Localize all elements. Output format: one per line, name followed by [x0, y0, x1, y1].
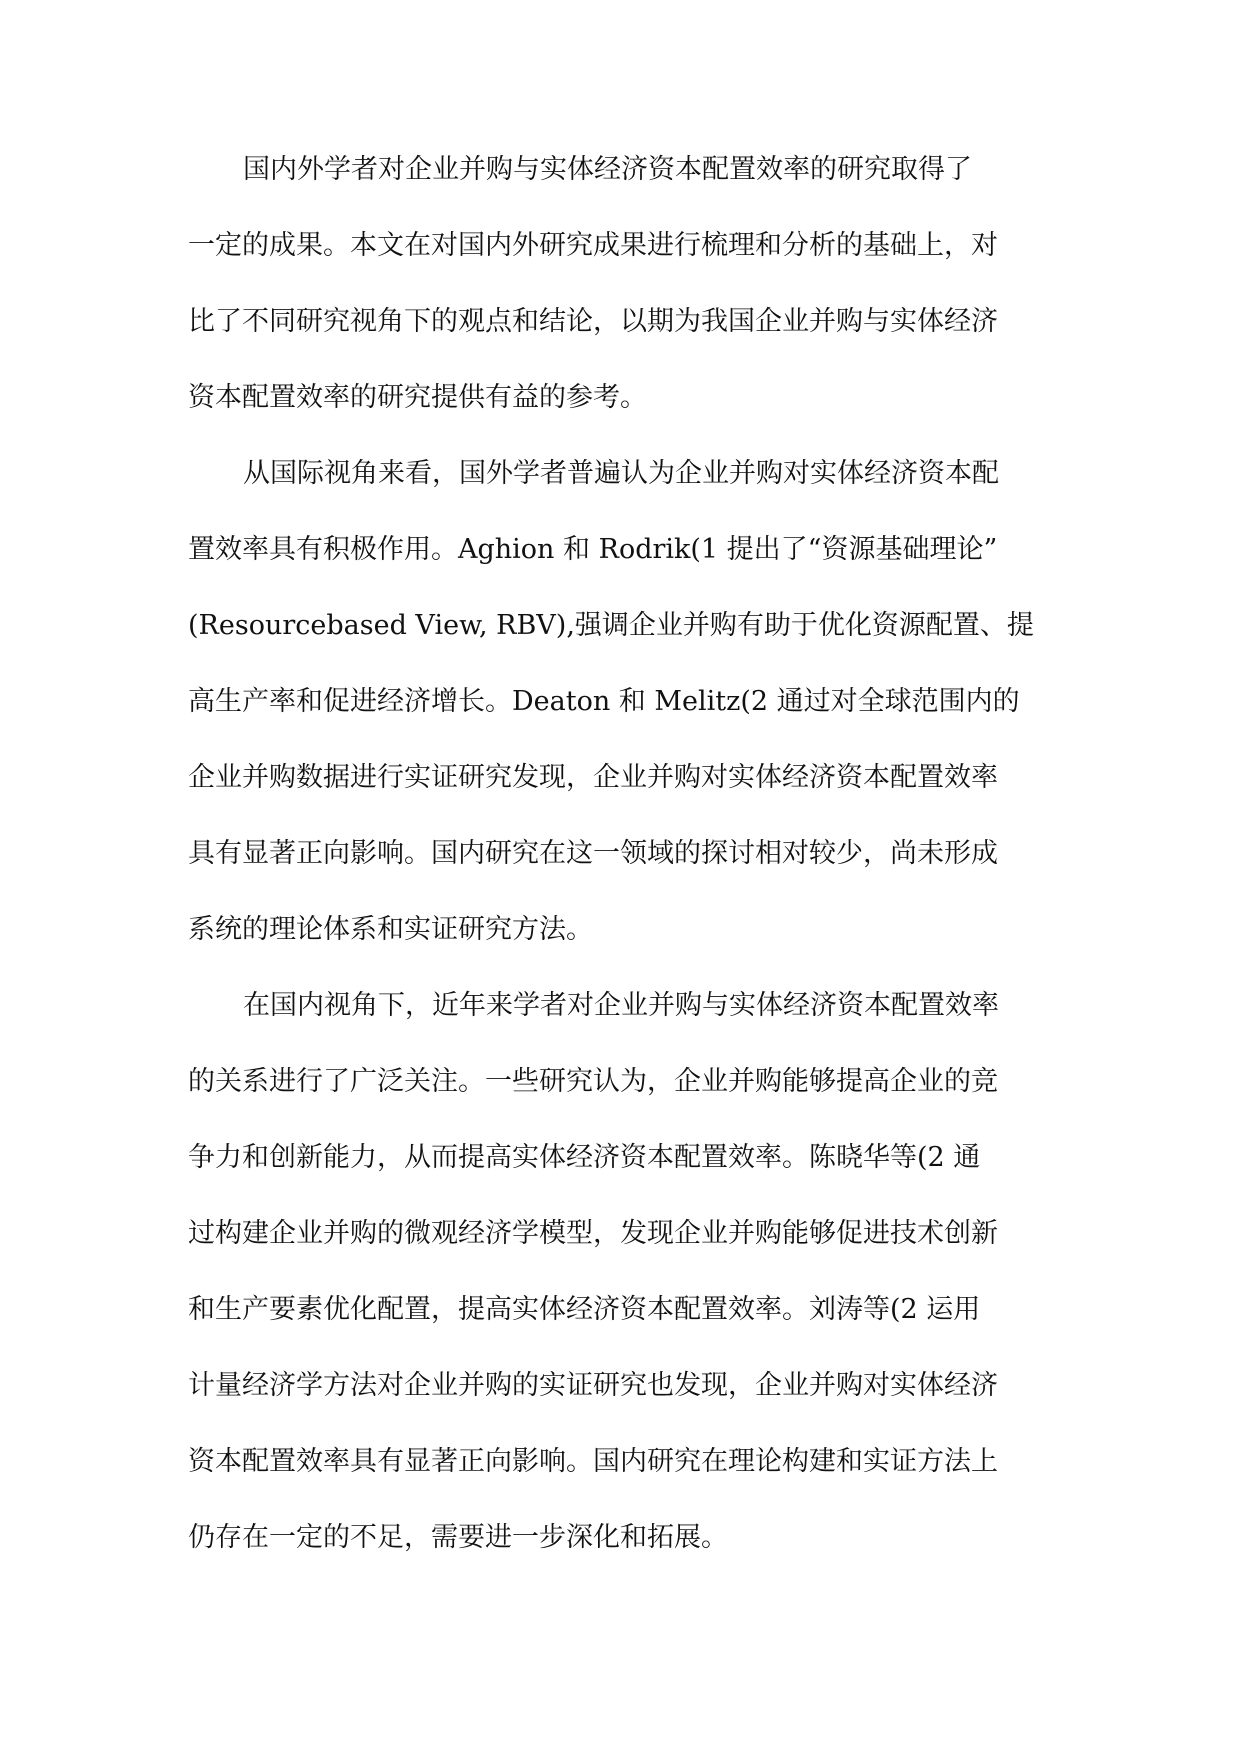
paragraph-line: (Resourcebased View, RBV),强调企业并购有助于优化资源配置、提	[188, 610, 1034, 641]
paragraph-line: 计量经济学方法对企业并购的实证研究也发现，企业并购对实体经济	[188, 1370, 998, 1401]
paragraph-line: 高生产率和促进经济增长。Deaton 和 Melitz(2 通过对全球范围内的	[188, 686, 1020, 717]
paragraph-line: 在国内视角下，近年来学者对企业并购与实体经济资本配置效率	[243, 990, 999, 1021]
paragraph-line: 比了不同研究视角下的观点和结论，以期为我国企业并购与实体经济	[188, 306, 998, 337]
paragraph-line: 企业并购数据进行实证研究发现，企业并购对实体经济资本配置效率	[188, 762, 998, 793]
paragraph-line: 资本配置效率的研究提供有益的参考。	[188, 382, 647, 413]
paragraph-line: 国内外学者对企业并购与实体经济资本配置效率的研究取得了	[243, 154, 972, 185]
paragraph-line: 过构建企业并购的微观经济学模型，发现企业并购能够促进技术创新	[188, 1218, 998, 1249]
paragraph-line: 置效率具有积极作用。Aghion 和 Rodrik(1 提出了“资源基础理论”	[188, 534, 998, 565]
paragraph-line: 的关系进行了广泛关注。一些研究认为，企业并购能够提高企业的竞	[188, 1066, 998, 1097]
paragraph-line: 一定的成果。本文在对国内外研究成果进行梳理和分析的基础上，对	[188, 230, 998, 261]
paragraph-line: 争力和创新能力，从而提高实体经济资本配置效率。陈晓华等(2 通	[188, 1142, 981, 1173]
paragraph-line: 具有显著正向影响。国内研究在这一领域的探讨相对较少，尚未形成	[188, 838, 998, 869]
paragraph-line: 和生产要素优化配置，提高实体经济资本配置效率。刘涛等(2 运用	[188, 1294, 981, 1325]
paragraph-line: 从国际视角来看，国外学者普遍认为企业并购对实体经济资本配	[243, 458, 999, 489]
paragraph-line: 系统的理论体系和实证研究方法。	[188, 914, 593, 945]
paragraph-line: 资本配置效率具有显著正向影响。国内研究在理论构建和实证方法上	[188, 1446, 998, 1477]
paragraph-line: 仍存在一定的不足，需要进一步深化和拓展。	[188, 1522, 728, 1553]
